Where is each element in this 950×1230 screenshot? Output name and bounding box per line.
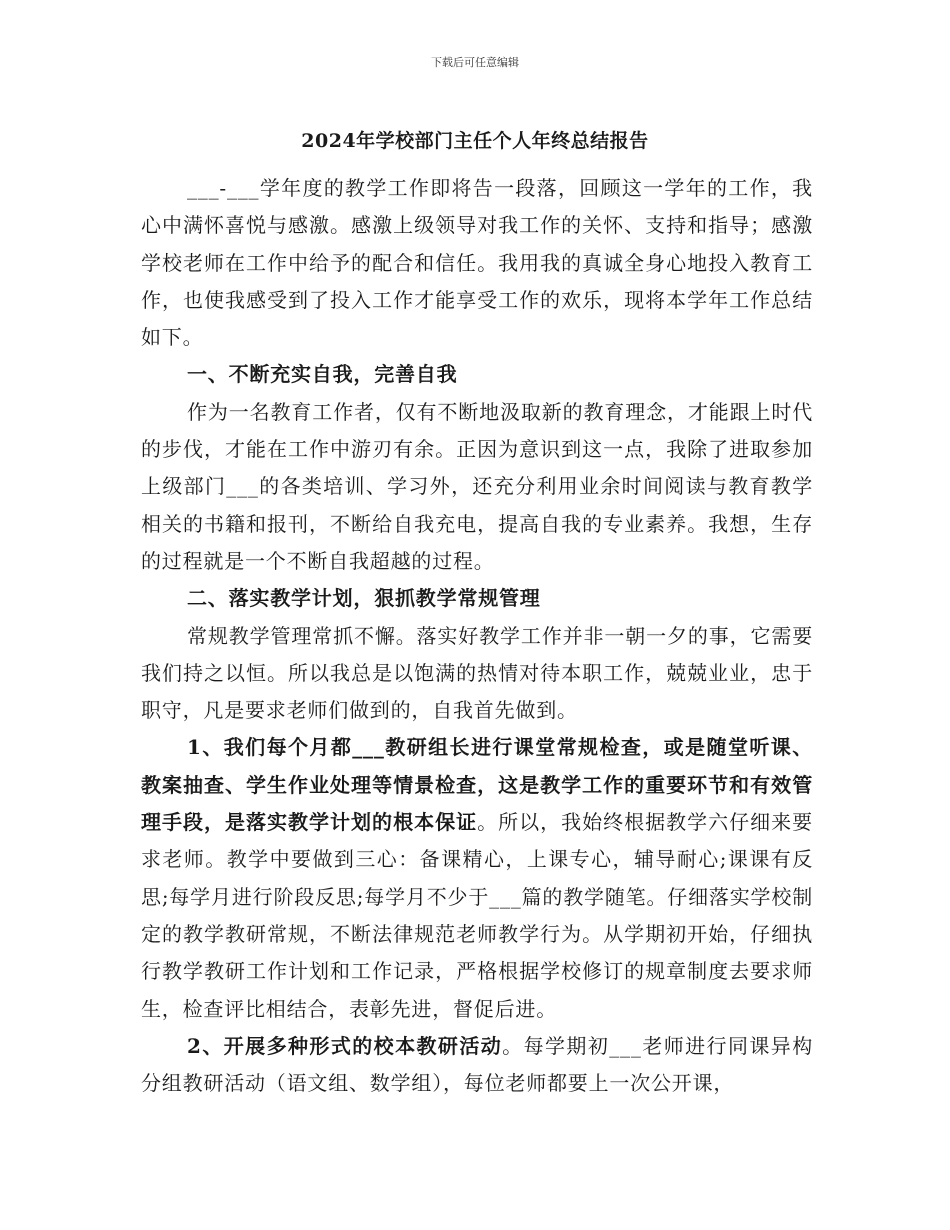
item-2-paragraph (141, 1028, 813, 1103)
document-body (141, 170, 813, 1102)
document-title: 2024年学校部门主任个人年终总结报告 (301, 130, 649, 152)
section-heading-2: 二、落实教学计划，狠抓教学常规管理 (187, 586, 541, 611)
item-2-bold-text: 2、开展多种形式的校本教研活动 (187, 1033, 503, 1058)
item-1-paragraph (141, 729, 813, 1027)
intro-paragraph: ___-___学年度的教学工作即将告一段落，回顾这一学年的工作，我心中满怀喜悦与感激。感激上级领导对我工作的关怀、支持和指导；感激学校老师在工作中给予的配合和信任。我用我的真诚全身心地投入教育工作，也使我感受到了投入工作才能享受工作的欢乐，现将本学年工作总结如下。 (141, 176, 813, 350)
item-1-bold-text: 1、我们每个月都___教研组长进行课堂常规检查，或是随堂听课、教案抽查、学生作业处理等情景检查，这是教学工作的重要环节和有效管理手段，是落实教学计划的根本保证 (141, 735, 813, 835)
section-1-paragraph: 作为一名教育工作者，仅有不断地汲取新的教育理念，才能跟上时代的步伐，才能在工作中游刃有余。正因为意识到这一点，我除了进取参加上级部门___的各类培训、学习外，还充分利用业余时间阅读与教育教学相关的书籍和报刊，不断给自我充电，提高自我的专业素养。我想，生存的过程就是一个不断自我超越的过程。 (141, 399, 813, 573)
header-note: 下载后可任意编辑 (431, 56, 519, 69)
section-heading-1: 一、不断充实自我，完善自我 (187, 362, 458, 387)
item-2-text: 。每学期初___老师进行同课异构分组教研活动（语文组、数学组），每位老师都要上一次公开课， (141, 1033, 813, 1096)
section-2-paragraph: 常规教学管理常抓不懈。落实好教学工作并非一朝一夕的事，它需要我们持之以恒。所以我总是以饱满的热情对待本职工作，兢兢业业，忠于职守，凡是要求老师们做到的，自我首先做到。 (141, 623, 813, 723)
item-1-text: 。所以，我始终根据教学六仔细来要求老师。教学中要做到三心：备课精心，上课专心，辅导耐心;课课有反思;每学月进行阶段反思;每学月不少于___篇的教学随笔。仔细落实学校制定的教学教研常规，不断法律规范老师教学行为。从学期初开始，仔细执行教学教研工作计划和工作记录，严格根据学校修订的规章制度去要求师生，检查评比相结合，表彰先进，督促后进。 (141, 810, 813, 1021)
